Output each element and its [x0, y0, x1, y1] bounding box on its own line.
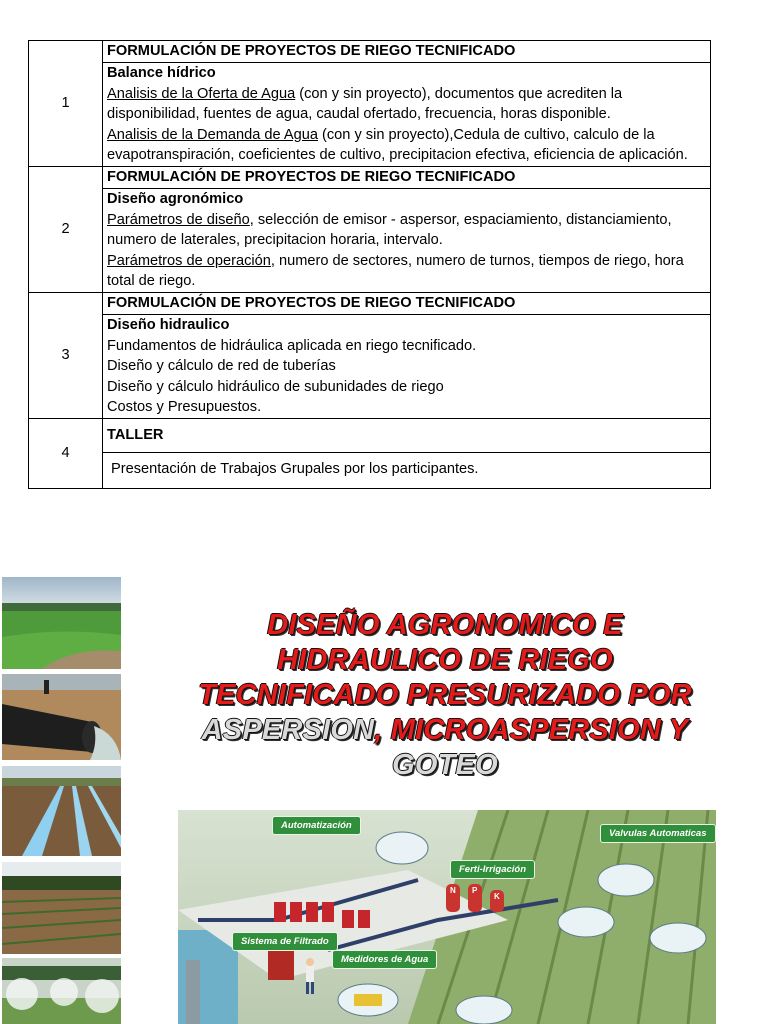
- row-number: 3: [29, 292, 103, 418]
- label-sistema-filtrado: Sistema de Filtrado: [232, 932, 338, 951]
- row-body: [103, 314, 711, 418]
- title-line: GOTEO: [392, 749, 498, 781]
- row-body: Presentación de Trabajos Grupales por los participantes.: [103, 452, 711, 488]
- irrigation-system-illustration: [178, 810, 716, 1024]
- topic-line: Diseño y cálculo de red de tuberías: [107, 358, 336, 375]
- row-heading: FORMULACIÓN DE PROYECTOS DE RIEGO TECNIFICADO: [103, 166, 711, 188]
- table-row: [29, 418, 711, 452]
- title-word: ,: [374, 714, 383, 746]
- tank-label: K: [494, 892, 500, 901]
- topic-text: (con y sin proyecto), documentos que acrediten la disponibilidad, fuentes de agua, caudal ofertado, frecuencia, horas disponible.: [107, 85, 623, 123]
- topic-text: , numero de sectores, numero de turnos, tiempos de riego, hora total de riego.: [107, 252, 684, 290]
- row-subtitle: Diseño hidraulico: [107, 316, 230, 333]
- table-row: [29, 166, 711, 188]
- title-line: DISEÑO AGRONOMICO E: [267, 609, 623, 641]
- table-row: [29, 314, 711, 418]
- row-subtitle: Balance hídrico: [107, 65, 216, 81]
- table-row: [29, 452, 711, 488]
- row-number: 2: [29, 166, 103, 292]
- row-number: 1: [29, 41, 103, 167]
- title-word: ASPERSION: [201, 714, 375, 746]
- underlined-topic: Parámetros de diseño: [107, 211, 250, 228]
- underlined-topic: Analisis de la Demanda de Agua: [107, 126, 318, 143]
- title-line: TECNIFICADO PRESURIZADO POR: [198, 679, 692, 711]
- row-body: [103, 188, 711, 292]
- row-subtitle: Diseño agronómico: [107, 190, 244, 207]
- document-title: [180, 608, 710, 783]
- row-number: 4: [29, 418, 103, 488]
- topic-line: Fundamentos de hidráulica aplicada en riego tecnificado.: [107, 337, 477, 354]
- photo-green-field: [2, 577, 121, 669]
- label-ferti-irrigacion: Ferti-Irrigación: [450, 860, 535, 879]
- table-row: [29, 63, 711, 167]
- title-word: MICROASPERSION Y: [382, 714, 689, 746]
- row-body: [103, 63, 711, 167]
- table-row: [29, 292, 711, 314]
- topic-text: (con y sin proyecto),Cedula de cultivo, calculo de la evapotranspiración, coeficientes de cultivo, precipitacion efectiva, eficiencia de aplicación.: [107, 126, 688, 164]
- row-heading: FORMULACIÓN DE PROYECTOS DE RIEGO TECNIFICADO: [103, 41, 711, 63]
- table-row: [29, 41, 711, 63]
- label-medidores-agua: Medidores de Agua: [332, 950, 437, 969]
- label-valvulas-automaticas: Valvulas Automaticas: [600, 824, 716, 843]
- photo-pipe-outlet: [2, 674, 121, 760]
- topic-line: Costos y Presupuestos.: [107, 399, 262, 416]
- title-line: HIDRAULICO DE RIEGO: [277, 644, 613, 676]
- photo-crop-rows: [2, 862, 121, 954]
- title-line: [180, 713, 710, 748]
- photo-sprinklers: [2, 958, 121, 1024]
- table-row: [29, 188, 711, 292]
- photo-furrow-irrigation: [2, 766, 121, 856]
- tank-label: N: [450, 886, 456, 895]
- topic-line: Diseño y cálculo hidráulico de subunidades de riego: [107, 378, 444, 395]
- underlined-topic: Parámetros de operación: [107, 252, 271, 269]
- row-heading: FORMULACIÓN DE PROYECTOS DE RIEGO TECNIFICADO: [103, 292, 711, 314]
- tank-label: P: [472, 886, 478, 895]
- course-table: [28, 40, 711, 489]
- topic-text: , selección de emisor - aspersor, espaciamiento, distanciamiento, numero de laterales, precipitacion horaria, intervalo.: [107, 211, 672, 249]
- underlined-topic: Analisis de la Oferta de Agua: [107, 85, 296, 102]
- row-heading: TALLER: [103, 418, 711, 452]
- label-automatizacion: Automatización: [272, 816, 361, 835]
